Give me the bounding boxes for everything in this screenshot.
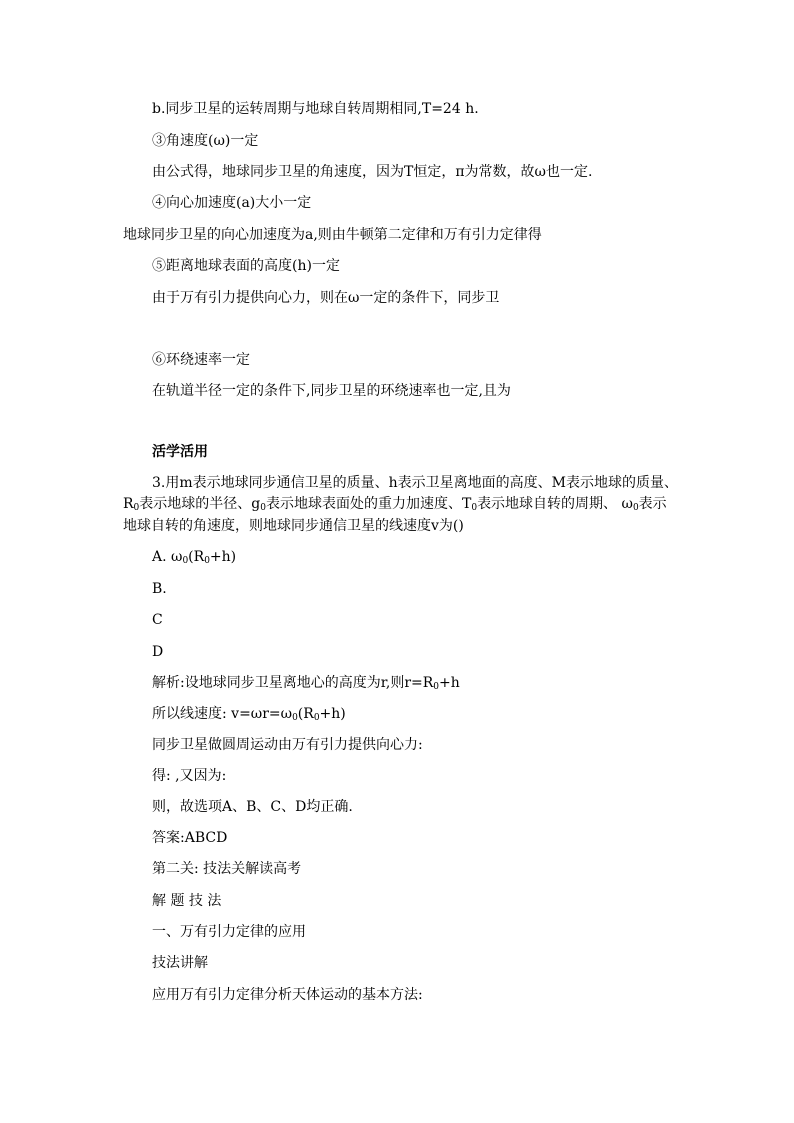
text-line: 在轨道半径一定的条件下,同步卫星的环绕速率也一定,且为 [152, 383, 511, 399]
section-subtitle: 一、万有引力定律的应用 [152, 924, 306, 940]
text-line: b.同步卫星的运转周期与地球自转周期相同,T=24 h. [152, 101, 479, 117]
text-line: 地球同步卫星的向心加速度为a,则由牛顿第二定律和万有引力定律得 [123, 227, 542, 243]
solution-line: 则，故选项A、B、C、D均正确. [152, 799, 353, 815]
solution-line: 所以线速度: $v=\omega r=\omega_0(R_0+h)$ [152, 706, 346, 723]
section-heading: 活学活用 [152, 444, 208, 460]
section-subtitle: 解 题 技 法 [152, 893, 222, 909]
option-d: D [152, 644, 164, 660]
text-line: ③角速度(ω)一定 [152, 133, 259, 149]
option-a: A. $\omega_0(R_0+h)$ [152, 549, 237, 566]
text-line: 由于万有引力提供向心力，则在ω一定的条件下，同步卫 [152, 290, 500, 306]
answer-line: 答案:ABCD [152, 830, 228, 846]
text-line: ⑥环绕速率一定 [152, 352, 250, 368]
option-b: B. [152, 581, 167, 597]
question-line: 3.用m表示地球同步通信卫星的质量、h表示卫星离地面的高度、M表示地球的质量、 [152, 475, 678, 491]
text-line: ⑤距离地球表面的高度(h)一定 [152, 258, 340, 274]
section-title: 第二关: 技法关解读高考 [152, 861, 302, 877]
section-subtitle: 技法讲解 [152, 955, 208, 971]
question-line: $R_0$表示地球的半径、$g_0$表示地球表面处的重力加速度、$T_0$表示地球自转的周期、 $\omega_0$表示 [123, 496, 667, 513]
text-line: ④向心加速度(a)大小一定 [152, 195, 312, 211]
text-line: 由公式得，地球同步卫星的角速度，因为T恒定，π为常数，故ω也一定. [152, 164, 593, 180]
solution-line: 得: ,又因为: [152, 768, 227, 784]
solution-line: 同步卫星做圆周运动由万有引力提供向心力: [152, 737, 423, 753]
solution-line: 解析:设地球同步卫星离地心的高度为r,则$r=R_0+h$ [152, 675, 460, 692]
question-line: 地球自转的角速度，则地球同步通信卫星的线速度v为() [123, 518, 464, 534]
text-line: 应用万有引力定律分析天体运动的基本方法: [152, 987, 423, 1003]
option-c: C [152, 612, 163, 628]
